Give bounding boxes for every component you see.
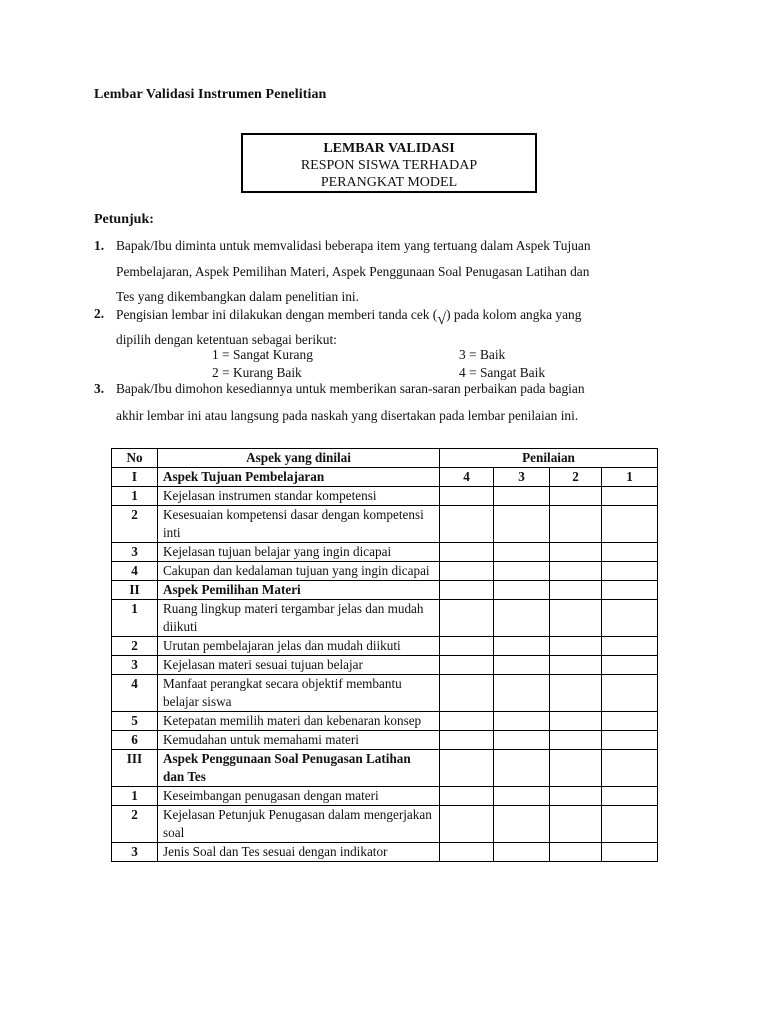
score-cell-3[interactable] xyxy=(494,637,550,656)
score-cell-2[interactable] xyxy=(550,787,602,806)
score-cell-4[interactable] xyxy=(440,562,494,581)
item-number: 2 xyxy=(112,637,158,656)
instruction-line: Pembelajaran, Aspek Pemilihan Materi, Aspek Penggunaan Soal Penugasan Latihan dan xyxy=(116,264,590,279)
item-text: Ketepatan memilih materi dan kebenaran konsep xyxy=(158,712,440,731)
table-row xyxy=(112,656,658,675)
score-cell-2[interactable] xyxy=(550,712,602,731)
score-cell-3 xyxy=(494,750,550,787)
score-cell-2 xyxy=(550,750,602,787)
instruction-number: 1. xyxy=(94,238,105,253)
title-box xyxy=(241,133,537,193)
score-cell-1[interactable] xyxy=(602,656,658,675)
score-cell-4[interactable] xyxy=(440,712,494,731)
score-cell-2[interactable] xyxy=(550,806,602,843)
item-text: Urutan pembelajaran jelas dan mudah diikuti xyxy=(158,637,440,656)
score-cell-2[interactable] xyxy=(550,487,602,506)
item-number: 1 xyxy=(112,600,158,637)
section-title: Aspek Penggunaan Soal Penugasan Latihan dan Tes xyxy=(158,750,440,787)
score-cell-2[interactable] xyxy=(550,562,602,581)
item-text: Manfaat perangkat secara objektif membantu belajar siswa xyxy=(158,675,440,712)
score-cell-4 xyxy=(440,581,494,600)
score-cell-1 xyxy=(602,750,658,787)
score-cell-1[interactable] xyxy=(602,712,658,731)
instruction-line: akhir lembar ini atau langsung pada naskah yang disertakan pada lembar penilaian ini. xyxy=(116,408,579,423)
score-cell-3[interactable] xyxy=(494,656,550,675)
item-text: Kejelasan materi sesuai tujuan belajar xyxy=(158,656,440,675)
table-row xyxy=(112,637,658,656)
table-row xyxy=(112,675,658,712)
score-cell-3[interactable] xyxy=(494,675,550,712)
score-cell-1[interactable] xyxy=(602,506,658,543)
score-cell-2 xyxy=(550,581,602,600)
table-row xyxy=(112,543,658,562)
section-row xyxy=(112,750,658,787)
score-cell-1[interactable] xyxy=(602,562,658,581)
instruction-line: Tes yang dikembangkan dalam penelitian ini. xyxy=(116,289,359,304)
scale-3: 3 = Baik xyxy=(459,347,506,362)
score-cell-2[interactable] xyxy=(550,506,602,543)
table-row xyxy=(112,731,658,750)
instruction-line: dipilih dengan ketentuan sebagai berikut: xyxy=(116,332,337,347)
score-cell-4[interactable] xyxy=(440,637,494,656)
score-cell-2[interactable] xyxy=(550,543,602,562)
score-cell-4[interactable] xyxy=(440,843,494,862)
scale-1: 1 = Sangat Kurang xyxy=(212,347,313,362)
score-cell-1[interactable] xyxy=(602,787,658,806)
item-text: Kejelasan Petunjuk Penugasan dalam mengerjakan soal xyxy=(158,806,440,843)
item-number: 3 xyxy=(112,543,158,562)
item-number: 5 xyxy=(112,712,158,731)
score-cell-1[interactable] xyxy=(602,637,658,656)
score-cell-3[interactable] xyxy=(494,600,550,637)
item-number: 4 xyxy=(112,675,158,712)
score-cell-1[interactable] xyxy=(602,675,658,712)
section-title: Aspek Tujuan Pembelajaran xyxy=(158,468,440,487)
score-header-4: 4 xyxy=(440,468,494,487)
score-cell-1 xyxy=(602,581,658,600)
score-cell-1[interactable] xyxy=(602,600,658,637)
scale-4: 4 = Sangat Baik xyxy=(459,365,546,380)
table-row xyxy=(112,843,658,862)
item-number: 2 xyxy=(112,506,158,543)
score-cell-2[interactable] xyxy=(550,731,602,750)
title-line-2: RESPON SISWA TERHADAP xyxy=(300,158,478,173)
item-text: Kemudahan untuk memahami materi xyxy=(158,731,440,750)
score-cell-3[interactable] xyxy=(494,787,550,806)
header-no: No xyxy=(112,449,158,468)
section-row xyxy=(112,468,658,487)
item-text: Kejelasan instrumen standar kompetensi xyxy=(158,487,440,506)
item-number: 6 xyxy=(112,731,158,750)
score-cell-2[interactable] xyxy=(550,843,602,862)
score-cell-3 xyxy=(494,581,550,600)
item-number: 1 xyxy=(112,487,158,506)
table-header-row xyxy=(112,449,658,468)
score-cell-3[interactable] xyxy=(494,562,550,581)
score-cell-4[interactable] xyxy=(440,731,494,750)
score-cell-3[interactable] xyxy=(494,806,550,843)
instruction-line xyxy=(116,306,582,328)
score-cell-2[interactable] xyxy=(550,600,602,637)
score-cell-4[interactable] xyxy=(440,787,494,806)
score-header-2: 2 xyxy=(550,468,602,487)
table-row xyxy=(112,487,658,506)
score-cell-4[interactable] xyxy=(440,656,494,675)
score-cell-4[interactable] xyxy=(440,675,494,712)
score-header-3: 3 xyxy=(494,468,550,487)
score-cell-1[interactable] xyxy=(602,487,658,506)
item-text: Kejelasan tujuan belajar yang ingin dicapai xyxy=(158,543,440,562)
page-heading: Lembar Validasi Instrumen Penelitian xyxy=(94,87,327,102)
score-cell-3[interactable] xyxy=(494,843,550,862)
score-cell-2[interactable] xyxy=(550,637,602,656)
score-cell-3[interactable] xyxy=(494,712,550,731)
petunjuk-heading: Petunjuk: xyxy=(94,212,154,227)
title-line-3: PERANGKAT MODEL xyxy=(320,175,458,190)
title-line-1: LEMBAR VALIDASI xyxy=(323,141,455,156)
table-row xyxy=(112,562,658,581)
score-cell-1[interactable] xyxy=(602,543,658,562)
score-cell-1[interactable] xyxy=(602,843,658,862)
score-cell-4 xyxy=(440,750,494,787)
validation-table xyxy=(111,448,658,862)
score-cell-3[interactable] xyxy=(494,543,550,562)
score-cell-4[interactable] xyxy=(440,543,494,562)
instruction-number: 2. xyxy=(94,306,105,321)
header-penilaian: Penilaian xyxy=(440,449,658,468)
score-cell-3[interactable] xyxy=(494,487,550,506)
item-number: 3 xyxy=(112,843,158,862)
section-row xyxy=(112,581,658,600)
score-cell-4[interactable] xyxy=(440,487,494,506)
score-cell-3[interactable] xyxy=(494,506,550,543)
score-cell-1[interactable] xyxy=(602,731,658,750)
score-cell-3[interactable] xyxy=(494,731,550,750)
item-number: 1 xyxy=(112,787,158,806)
instruction-line: Bapak/Ibu dimohon kesediannya untuk memberikan saran-saran perbaikan pada bagian xyxy=(116,381,585,396)
score-cell-1[interactable] xyxy=(602,806,658,843)
instruction-line: Bapak/Ibu diminta untuk memvalidasi beberapa item yang tertuang dalam Aspek Tujuan xyxy=(116,238,591,253)
section-number: III xyxy=(112,750,158,787)
table-row xyxy=(112,806,658,843)
table-row xyxy=(112,600,658,637)
table-row xyxy=(112,506,658,543)
section-number: I xyxy=(112,468,158,487)
scale-2: 2 = Kurang Baik xyxy=(212,365,302,380)
item-text: Cakupan dan kedalaman tujuan yang ingin dicapai xyxy=(158,562,440,581)
item-text: Keseimbangan penugasan dengan materi xyxy=(158,787,440,806)
section-title: Aspek Pemilihan Materi xyxy=(158,581,440,600)
item-text: Jenis Soal dan Tes sesuai dengan indikator xyxy=(158,843,440,862)
table-row xyxy=(112,787,658,806)
score-cell-4[interactable] xyxy=(440,600,494,637)
score-cell-4[interactable] xyxy=(440,806,494,843)
score-cell-4[interactable] xyxy=(440,506,494,543)
instruction-number: 3. xyxy=(94,381,105,396)
score-header-1: 1 xyxy=(602,468,658,487)
score-cell-2[interactable] xyxy=(550,656,602,675)
table-row xyxy=(112,712,658,731)
item-number: 3 xyxy=(112,656,158,675)
score-cell-2[interactable] xyxy=(550,675,602,712)
checkmark-icon: √ xyxy=(437,311,447,328)
item-text: Kesesuaian kompetensi dasar dengan kompetensi inti xyxy=(158,506,440,543)
item-number: 2 xyxy=(112,806,158,843)
header-aspek: Aspek yang dinilai xyxy=(158,449,440,468)
item-number: 4 xyxy=(112,562,158,581)
section-number: II xyxy=(112,581,158,600)
instruction-text: ) pada kolom angka yang xyxy=(446,307,582,322)
item-text: Ruang lingkup materi tergambar jelas dan mudah diikuti xyxy=(158,600,440,637)
instruction-text: Pengisian lembar ini dilakukan dengan memberi tanda cek ( xyxy=(116,307,438,322)
